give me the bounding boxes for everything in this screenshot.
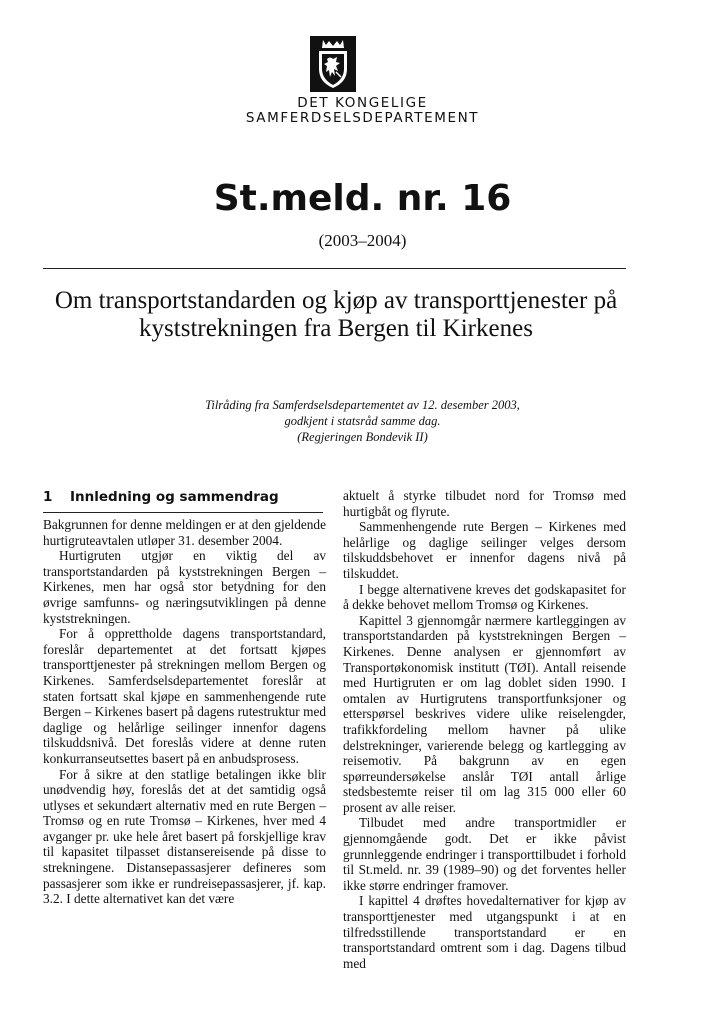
- section-divider: [43, 512, 323, 513]
- approval-line-2: godkjent i statsråd samme dag.: [284, 414, 441, 428]
- document-year: (2003–2004): [318, 231, 407, 250]
- section-heading: [43, 489, 279, 505]
- document-title: Om transportstandarden og kjøp av transporttjenester på kyststrekningen fra Bergen til Kirkenes: [54, 287, 618, 342]
- coat-of-arms-icon: [310, 36, 356, 92]
- approval-line-3: (Regjeringen Bondevik II): [297, 430, 428, 444]
- ministry-line-2: SAMFERDSELSDEPARTEMENT: [245, 110, 480, 126]
- approval-note: [0, 397, 725, 445]
- paragraph: Sammenhengende rute Bergen – Kirkenes med helårlige og daglige seilinger velges dersom tilskuddsbehovet er innenfor dagens nivå på tilskuddet.: [343, 519, 626, 581]
- ministry-line-1: DET KONGELIGE: [297, 95, 428, 111]
- paragraph: aktuelt å styrke tilbudet nord for Tromsø med hurtigbåt og flyrute.: [343, 488, 626, 519]
- paragraph: Hurtigruten utgjør en viktig del av transportstandarden på kyststrekningen Bergen – Kirkenes, men har også stor betydning for den øvrige samfunns- og næringsutviklingen på denne kyststrekningen.: [43, 548, 326, 626]
- section-title: Innledning og sammendrag: [70, 489, 279, 505]
- paragraph: For å opprettholde dagens transportstandard, foreslår departementet at det fortsatt kjøpes transporttjenester på strekningen mellom Bergen og Kirkenes. Samferdselsdepartementet foreslår at staten fortsatt skal kjøpe en sammenhengende rute Bergen – Kirkenes basert på dagens rutestruktur med daglige og helårlige seilinger innenfor dagens tilskuddsnivå. Det foreslås videre at denne ruten konkurranseutsettes basert på en anbudsprosess.: [43, 626, 326, 766]
- approval-line-1: Tilråding fra Samferdselsdepartementet av 12. desember 2003,: [205, 398, 520, 412]
- paragraph: I kapittel 4 drøftes hovedalternativer for kjøp av transporttjenester med utgangspunkt i at en tilfredsstillende transportstandard er en transportstandard omtrent som i dag. Dagens tilbud med: [343, 893, 626, 971]
- paragraph: For å sikre at den statlige betalingen ikke blir unødvendig høy, foreslås det at det samtidig også utlyses et sekundært alternativ med en rute Bergen – Tromsø og en rute Tromsø – Kirkenes, hver med 4 avganger pr. uke hele året basert på forskjellige krav til kapasitet tilpasset distansereisende på disse to strekningene. Distansepassasjerer defineres som passasjerer som ikke er rundreisepassasjerer, jf. kap. 3.2. I dette alternativet kan det være: [43, 766, 326, 907]
- paragraph: I begge alternativene kreves det godskapasitet for å dekke behovet mellom Tromsø og Kirkenes.: [343, 581, 626, 613]
- paragraph: Kapittel 3 gjennomgår nærmere kartleggingen av transportstandarden på kyststrekningen Bergen – Kirkenes. Denne analysen er gjennomført av Transportøkonomisk institutt (TØI). Antall reisende med Hurtigruten er om lag doblet siden 1990. I omtalen av Hurtigrutens transportfunksjoner og etterspørsel beskrives videre ulike reiselengder, trafikkfordeling mellom havner på ulike delstrekninger, varierende belegg og kartlegging av reisemotiv. På bakgrunn av en egen spørreundersøkelse anslår TØI antall årlige stedsbestemte reiser til om lag 315 000 eller 60 prosent av alle reiser.: [343, 612, 626, 815]
- paragraph: Bakgrunnen for denne meldingen er at den gjeldende hurtigruteavtalen utløper 31. desember 2004.: [43, 517, 326, 548]
- paragraph: Tilbudet med andre transportmidler er gjennomgående godt. Det er ikke påvist grunnleggende endringer i transporttilbudet i forhold til St.meld. nr. 39 (1989–90) og det forventes heller ikke større endringer framover.: [343, 815, 626, 893]
- section-number: 1: [43, 489, 53, 505]
- right-column: [343, 488, 626, 971]
- document-number: St.meld. nr. 16: [213, 178, 512, 219]
- left-column: [43, 517, 326, 907]
- title-divider: [43, 268, 626, 269]
- ministry-name: [0, 96, 725, 126]
